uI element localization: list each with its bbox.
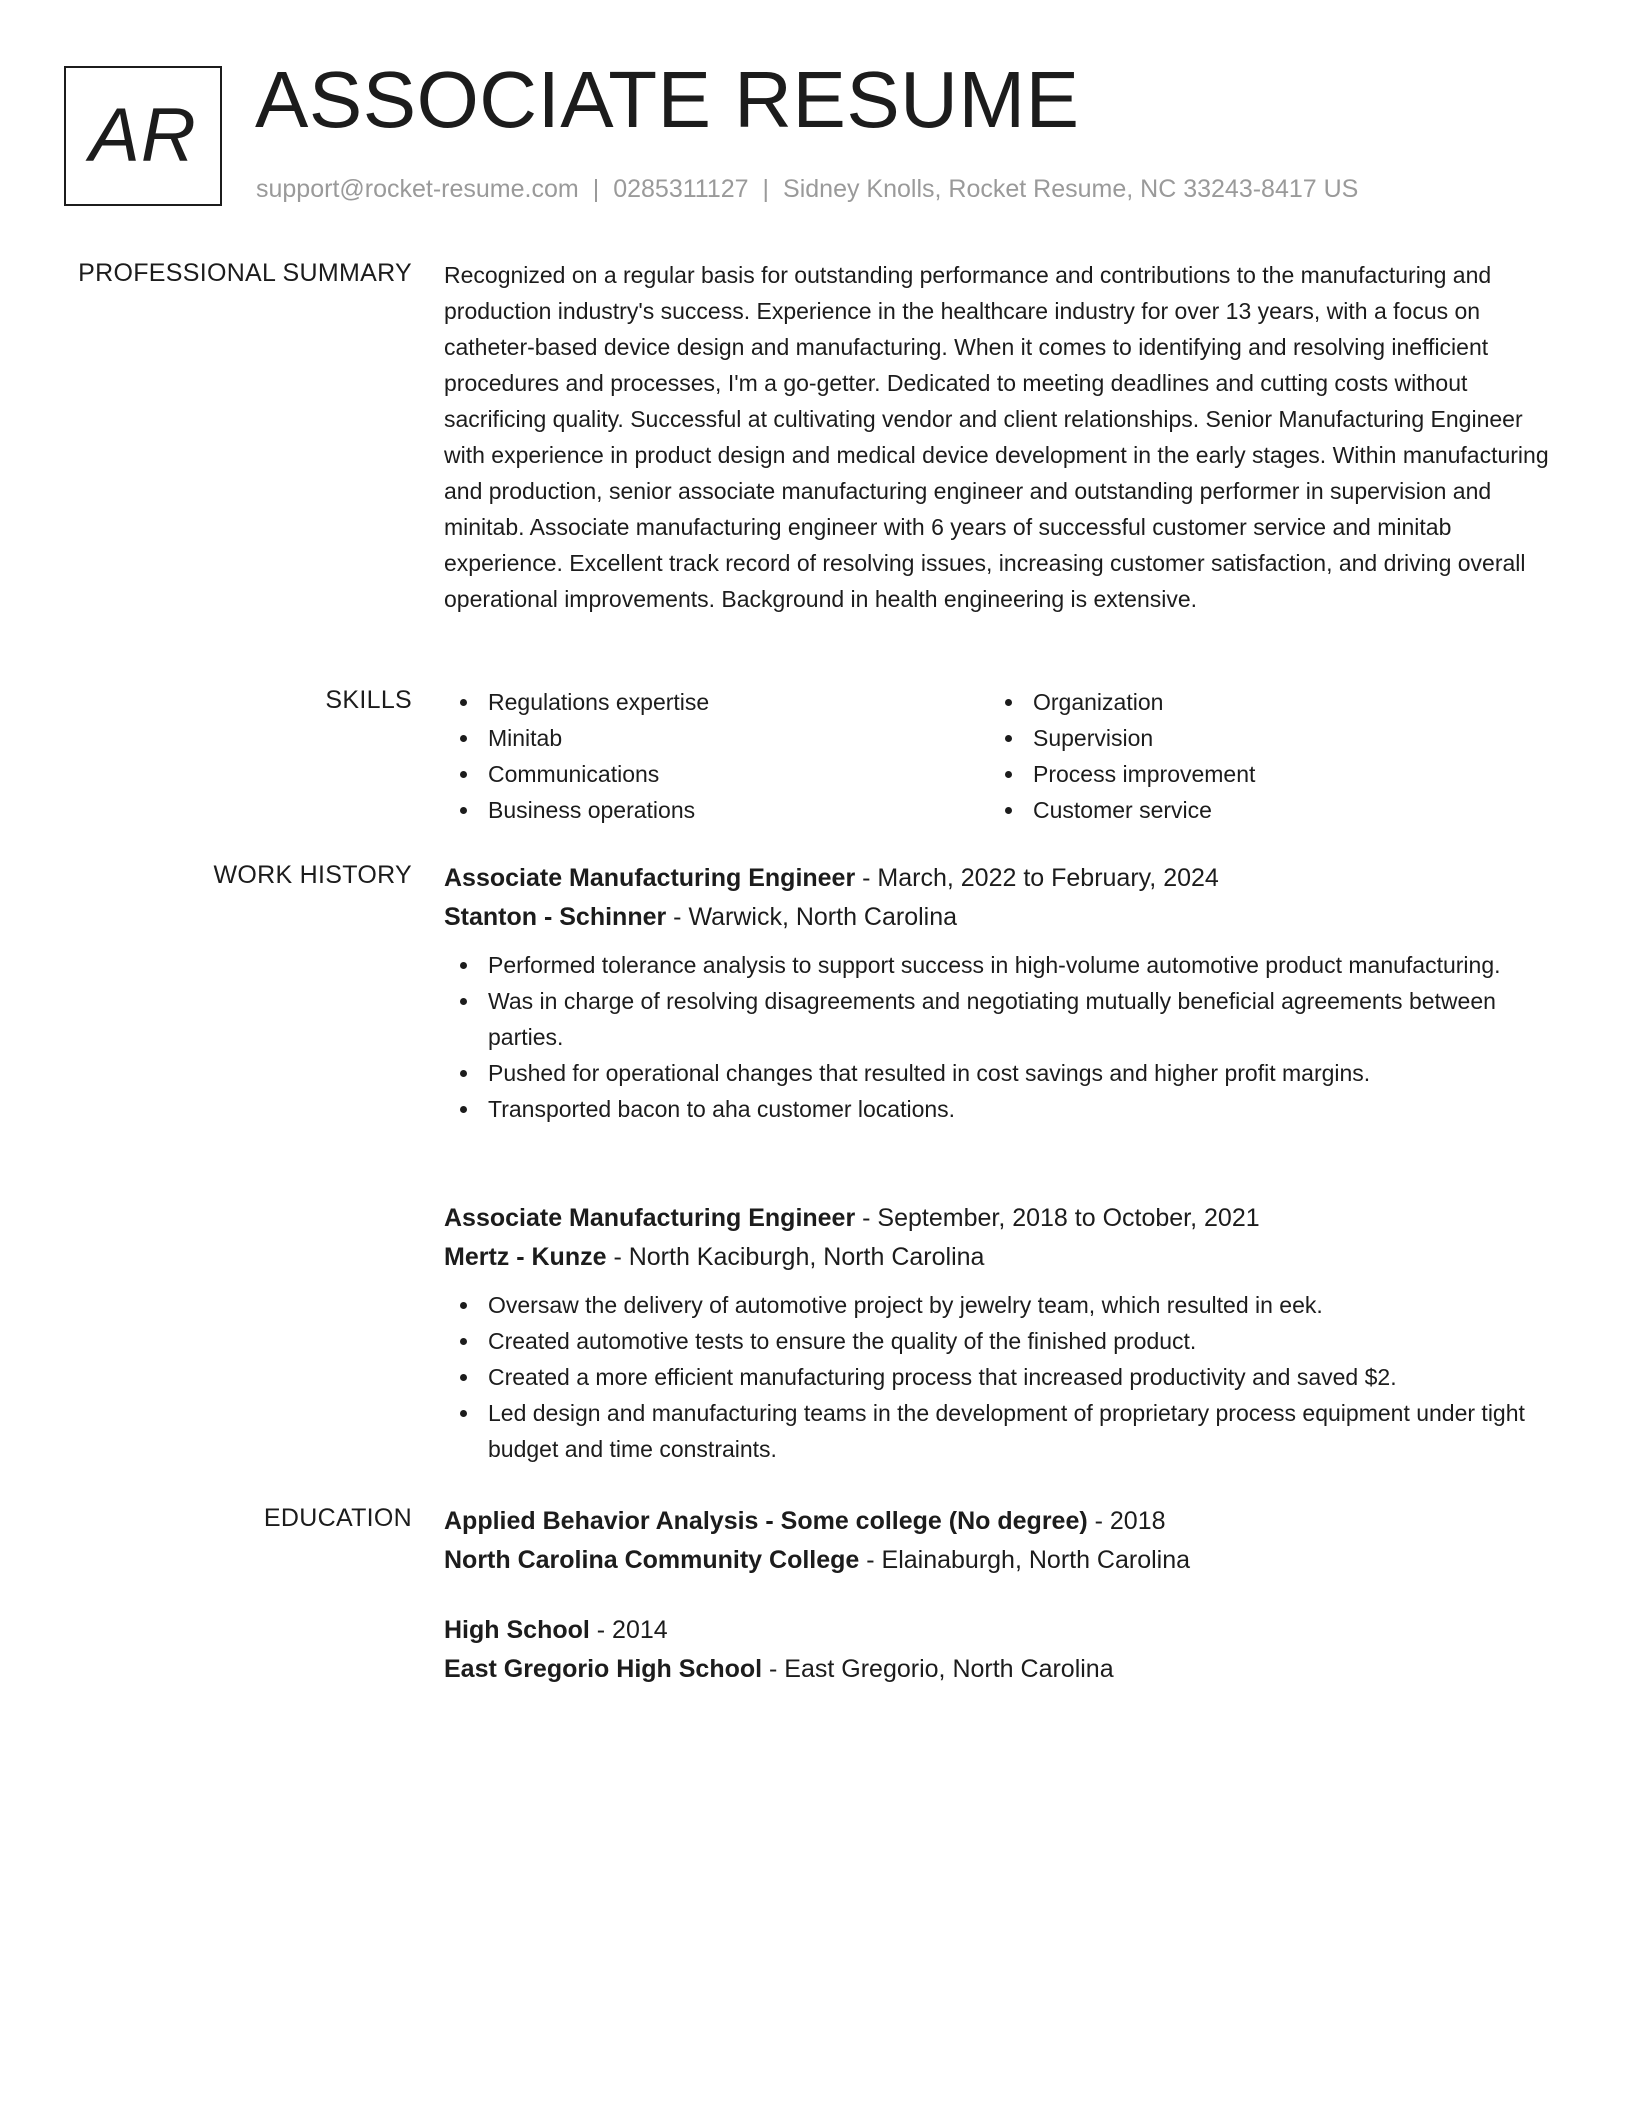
- education-degree-line: [444, 1611, 1554, 1650]
- job-bullet: Pushed for operational changes that resulted in cost savings and higher profit margins.: [444, 1055, 1554, 1091]
- education-entry: [444, 1502, 1554, 1580]
- summary-body: [444, 257, 1554, 617]
- summary-text: Recognized on a regular basis for outstanding performance and contributions to the manufacturing and production industry's success. Experience in the healthcare industry for over 13 years, with a focus on catheter-based device design and manufacturing. When it comes to identifying and resolving inefficient procedures and processes, I'm a go-getter. Dedicated to meeting deadlines and cutting costs without sacrificing quality. Successful at cultivating vendor and client relationships. Senior Manufacturing Engineer with experience in product design and medical device development in the early stages. Within manufacturing and production, senior associate manufacturing engineer and outstanding performer in supervision and minitab. Associate manufacturing engineer with 6 years of successful customer service and minitab experience. Excellent track record of resolving issues, increasing customer satisfaction, and driving overall operational improvements. Background in health engineering is extensive.: [444, 262, 1549, 612]
- job-entry: [444, 1199, 1554, 1467]
- job-bullet: Performed tolerance analysis to support success in high-volume automotive product manufacturing.: [444, 947, 1554, 983]
- contact-address: Sidney Knolls, Rocket Resume, NC 33243-8417 US: [783, 175, 1359, 203]
- job-company: Stanton - Schinner: [444, 903, 667, 931]
- skills-body: [444, 684, 1554, 828]
- skill-item: Organization: [989, 684, 1534, 720]
- skill-item: Regulations expertise: [444, 684, 989, 720]
- skill-item: Supervision: [989, 720, 1534, 756]
- education-location: - East Gregorio, North Carolina: [762, 1655, 1114, 1683]
- skill-item: Business operations: [444, 792, 989, 828]
- skills-grid: [444, 684, 1554, 828]
- job-bullet: Was in charge of resolving disagreements and negotiating mutually beneficial agreements between parties.: [444, 983, 1554, 1055]
- education-degree-line: [444, 1502, 1554, 1541]
- job-location: - Warwick, North Carolina: [666, 903, 958, 931]
- skills-list-left: [444, 684, 989, 828]
- contact-line: [256, 174, 1358, 204]
- job-company: Mertz - Kunze: [444, 1243, 607, 1271]
- section-label-education: EDUCATION: [263, 1504, 412, 1532]
- job-company-line: [444, 1238, 1554, 1277]
- education-year: - 2014: [589, 1616, 668, 1644]
- job-bullet: Created automotive tests to ensure the quality of the finished product.: [444, 1323, 1554, 1359]
- job-bullet: Transported bacon to aha customer locations.: [444, 1091, 1554, 1127]
- education-location: - Elainaburgh, North Carolina: [859, 1546, 1191, 1574]
- job-bullet: Oversaw the delivery of automotive project by jewelry team, which resulted in eek.: [444, 1287, 1554, 1323]
- job-title-line: [444, 1199, 1554, 1238]
- skill-item: Customer service: [989, 792, 1534, 828]
- job-title: Associate Manufacturing Engineer: [444, 864, 856, 892]
- monogram-box: [64, 66, 222, 206]
- education-school: North Carolina Community College: [444, 1546, 860, 1574]
- section-label-skills: SKILLS: [325, 686, 412, 714]
- contact-separator: |: [592, 175, 600, 203]
- job-bullets: [444, 1287, 1554, 1467]
- contact-separator: |: [762, 175, 770, 203]
- education-degree: Applied Behavior Analysis - Some college (No degree): [444, 1507, 1088, 1535]
- job-bullet: Created a more efficient manufacturing process that increased productivity and saved $2.: [444, 1359, 1554, 1395]
- education-school: East Gregorio High School: [444, 1655, 763, 1683]
- skill-item: Minitab: [444, 720, 989, 756]
- job-company-line: [444, 898, 1554, 937]
- contact-email: support@rocket-resume.com: [256, 175, 579, 203]
- resume-title: ASSOCIATE RESUME: [255, 55, 1080, 144]
- education-school-line: [444, 1541, 1554, 1580]
- job-location: - North Kaciburgh, North Carolina: [606, 1243, 985, 1271]
- skill-item: Process improvement: [989, 756, 1534, 792]
- skill-item: Communications: [444, 756, 989, 792]
- job-bullet: Led design and manufacturing teams in the development of proprietary process equipment under tight budget and time constraints.: [444, 1395, 1554, 1467]
- section-label-work-history: WORK HISTORY: [213, 861, 412, 889]
- education-degree: High School: [444, 1616, 590, 1644]
- job-title: Associate Manufacturing Engineer: [444, 1204, 856, 1232]
- job-dates: - March, 2022 to February, 2024: [855, 864, 1219, 892]
- job-entry: [444, 859, 1554, 1127]
- education-year: - 2018: [1087, 1507, 1166, 1535]
- job-dates: - September, 2018 to October, 2021: [855, 1204, 1260, 1232]
- contact-phone: 0285311127: [613, 175, 749, 203]
- education-school-line: [444, 1650, 1554, 1689]
- section-label-summary: PROFESSIONAL SUMMARY: [78, 259, 412, 287]
- skills-list-right: [989, 684, 1534, 828]
- job-title-line: [444, 859, 1554, 898]
- monogram-initials: AR: [89, 93, 197, 178]
- job-bullets: [444, 947, 1554, 1127]
- education-entry: [444, 1611, 1554, 1689]
